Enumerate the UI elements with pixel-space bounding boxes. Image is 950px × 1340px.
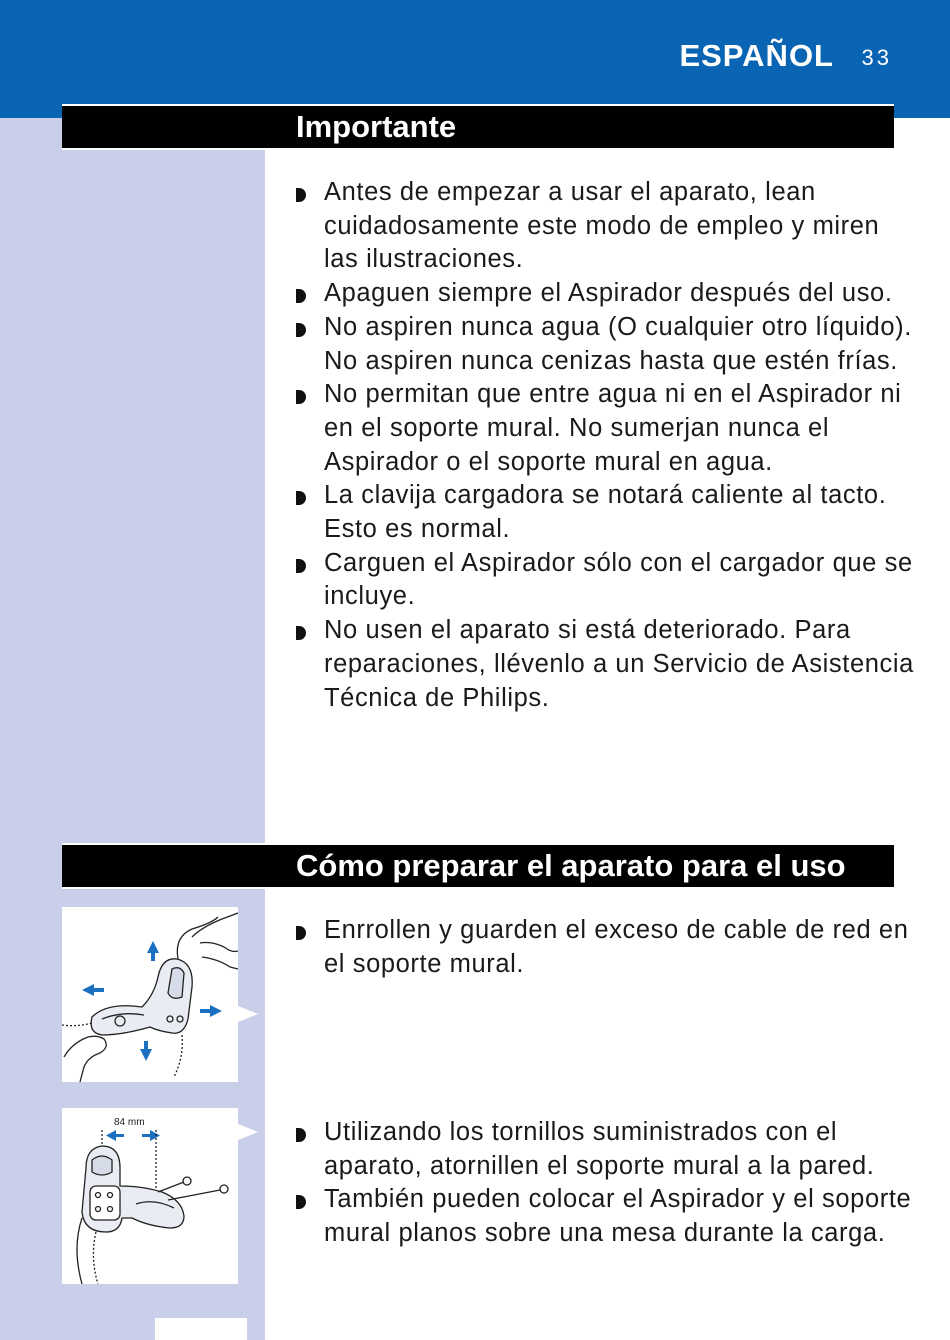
bullet-icon <box>296 559 306 573</box>
bullet-icon <box>296 926 306 940</box>
pointer-notch <box>238 1006 258 1022</box>
language-title: ESPAÑOL <box>679 38 834 73</box>
list-item: Utilizando los tornillos suministrados con el aparato, atornillen el soporte mural a la pared. <box>296 1116 916 1183</box>
preparar-list-a <box>296 914 916 981</box>
illustration-cord-winding <box>62 907 238 1082</box>
bullet-icon <box>296 390 306 404</box>
section-title: Cómo preparar el aparato para el uso <box>296 848 846 883</box>
illustration-screwing <box>62 1108 238 1284</box>
list-item: Enrrollen y guarden el exceso de cable de red en el soporte mural. <box>296 914 916 981</box>
list-item: Carguen el Aspirador sólo con el cargador que se incluye. <box>296 547 916 614</box>
bullet-icon <box>296 491 306 505</box>
preparar-list-b <box>296 1116 916 1251</box>
section-heading-importante <box>62 104 894 150</box>
section-heading-preparar <box>62 843 894 889</box>
wall-mount-cord-winding-icon <box>62 907 238 1082</box>
bullet-icon <box>296 626 306 640</box>
section-title: Importante <box>296 109 457 144</box>
wall-mount-screwing-icon <box>62 1108 238 1284</box>
page-number: 33 <box>861 45 892 70</box>
list-item: No aspiren nunca agua (O cualquier otro líquido). No aspiren nunca cenizas hasta que estén frías. <box>296 311 916 378</box>
list-item: También pueden colocar el Aspirador y el soporte mural planos sobre una mesa durante la carga. <box>296 1183 916 1250</box>
list-item: La clavija cargadora se notará caliente al tacto. Esto es normal. <box>296 479 916 546</box>
list-item: No usen el aparato si está deteriorado. Para reparaciones, llévenlo a un Servicio de Asistencia Técnica de Philips. <box>296 614 916 715</box>
bullet-icon <box>296 289 306 303</box>
list-item: Antes de empezar a usar el aparato, lean cuidadosamente este modo de empleo y miren las ilustraciones. <box>296 176 916 277</box>
bullet-icon <box>296 323 306 337</box>
pointer-notch <box>238 1124 258 1140</box>
bullet-icon <box>296 188 306 202</box>
list-item: No permitan que entre agua ni en el Aspirador ni en el soporte mural. No sumerjan nunca el Aspirador o el soporte mural en agua. <box>296 378 916 479</box>
importante-list <box>296 176 916 715</box>
measure-label: 84 mm <box>114 1117 145 1128</box>
page-tab <box>155 1318 247 1340</box>
bullet-icon <box>296 1128 306 1142</box>
bullet-icon <box>296 1195 306 1209</box>
list-item: Apaguen siempre el Aspirador después del uso. <box>296 277 916 311</box>
